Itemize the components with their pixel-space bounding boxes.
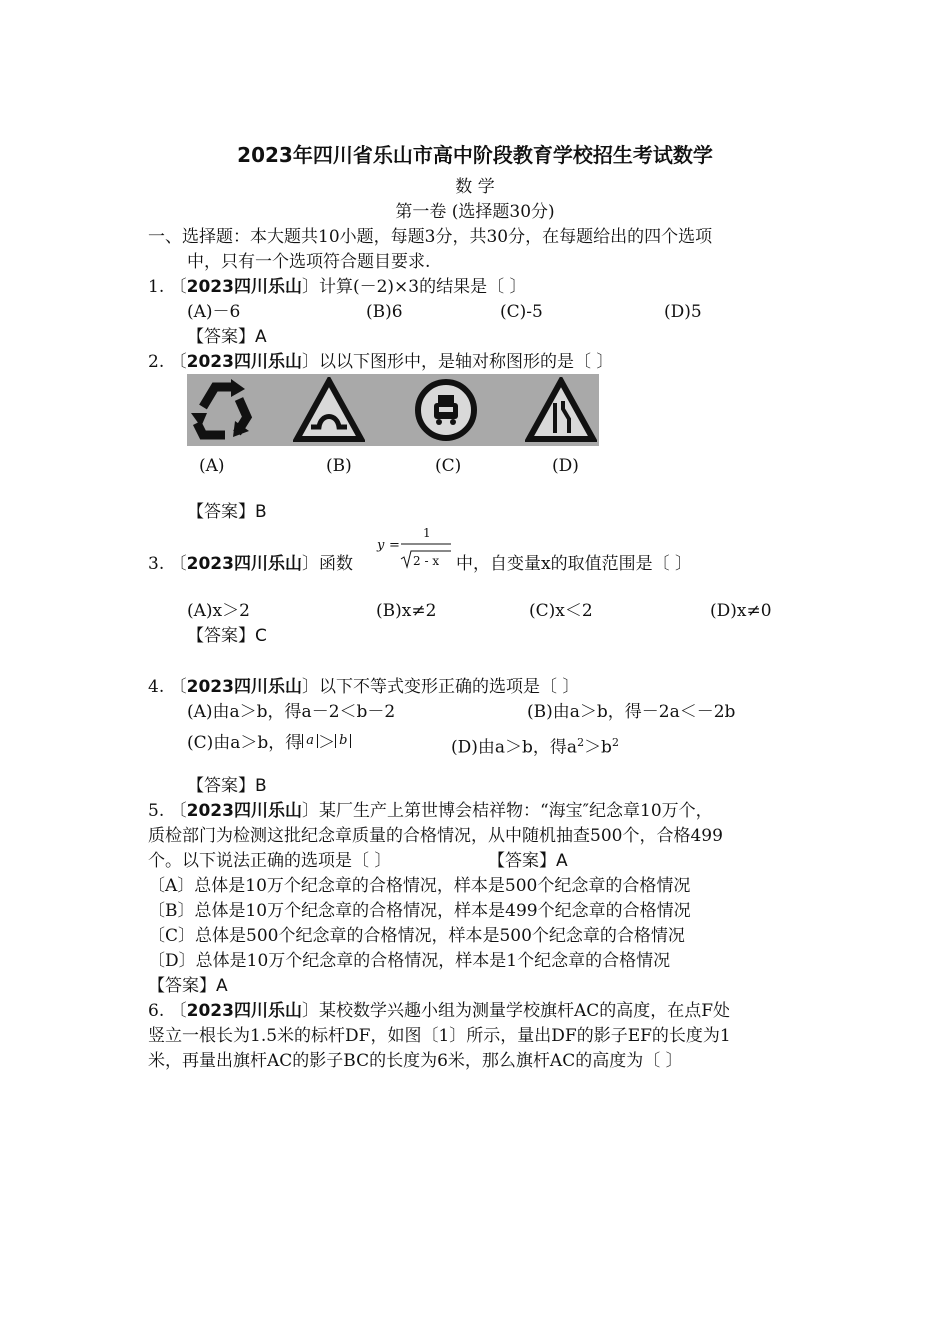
q3-option-d: (D)x≠0 <box>710 601 772 621</box>
source-bracket: 〔 <box>169 1001 187 1021</box>
q5-text-line2: 质检部门为检测这批纪念章质量的合格情况，从中随机抽查500个，合格499 <box>148 826 723 846</box>
source-tag: 2023四川乐山 <box>186 352 302 372</box>
abs-a: a <box>302 734 318 748</box>
q1-option-c: (C)-5 <box>500 302 543 322</box>
q5-text-line3: 个。以下说法正确的选项是〔 〕 <box>148 851 392 871</box>
abs-b: b <box>335 734 351 748</box>
q5-inline-answer: 【答案】A <box>488 851 568 871</box>
formula-denominator: 2 - x <box>413 554 440 568</box>
q3-option-b: (B)x≠2 <box>376 601 437 621</box>
formula-eq: = <box>389 538 400 553</box>
q1-option-d: (D)5 <box>664 302 702 322</box>
q5-option-a: 〔A〕总体是10万个纪念章的合格情况，样本是500个纪念章的合格情况 <box>148 876 691 896</box>
source-bracket: 〔 <box>169 277 187 297</box>
q4-option-d <box>451 732 619 759</box>
hump-bridge-sign-icon <box>293 377 365 443</box>
question-text: 〕某厂生产上第世博会桔祥物：“海宝″纪念章10万个， <box>301 801 713 821</box>
question-number: 6. <box>148 1001 165 1021</box>
section-instructions-cont: 中，只有一个选项符合题目要求. <box>187 252 431 272</box>
source-tag: 2023四川乐山 <box>186 1001 302 1021</box>
source-bracket: 〔 <box>169 801 187 821</box>
question-text: 〕函数 <box>301 554 353 574</box>
source-tag: 2023四川乐山 <box>186 677 302 697</box>
figure-label-d: (D) <box>552 456 579 476</box>
formula-lhs: y <box>377 538 385 553</box>
q2-answer: 【答案】B <box>187 502 267 522</box>
formula-numerator: 1 <box>423 526 431 540</box>
question-number: 4. <box>148 677 165 697</box>
q6-text-line2: 竖立一根长为1.5米的标杆DF，如图〔1〕所示，量出DF的影子EF的长度为1 <box>148 1026 731 1046</box>
question-2 <box>148 351 613 373</box>
question-3 <box>148 553 353 575</box>
option-text: (D)由a＞b，得a <box>451 737 578 758</box>
q4-option-b: (B)由a＞b，得－2a＜－2b <box>527 702 736 722</box>
volume-heading: 第一卷 (选择题30分) <box>395 202 555 222</box>
question-text: 〕某校数学兴趣小组为测量学校旗杆AC的高度，在点F处 <box>301 1001 731 1021</box>
q4-option-c <box>187 732 351 754</box>
page-title: 2023年四川省乐山市高中阶段教育学校招生考试数学 <box>237 143 713 167</box>
exponent: 2 <box>611 736 619 749</box>
q1-option-a: (A)－6 <box>187 302 241 322</box>
question-1 <box>148 276 527 298</box>
q5-option-b: 〔B〕总体是10万个纪念章的合格情况，样本是499个纪念章的合格情况 <box>148 901 691 921</box>
q5-option-d: 〔D〕总体是10万个纪念章的合格情况，样本是1个纪念章的合格情况 <box>148 951 671 971</box>
q3-option-a: (A)x＞2 <box>187 601 250 621</box>
q3-answer: 【答案】C <box>187 626 267 646</box>
source-bracket: 〔 <box>169 352 187 372</box>
question-number: 5. <box>148 801 165 821</box>
question-number: 1. <box>148 277 165 297</box>
q3-text-cont: 中，自变量x的取值范围是〔 〕 <box>456 554 692 574</box>
source-tag: 2023四川乐山 <box>186 554 302 574</box>
question-text: 〕以下不等式变形正确的选项是〔 〕 <box>301 677 580 697</box>
q6-text-line3: 米，再量出旗杆AC的影子BC的长度为6米，那么旗杆AC的高度为〔 〕 <box>148 1051 683 1071</box>
question-number: 3. <box>148 554 165 574</box>
no-vehicle-sign-icon <box>413 377 479 443</box>
source-tag: 2023四川乐山 <box>186 801 302 821</box>
option-text: (C)由a＞b，得 <box>187 733 303 753</box>
question-5 <box>148 800 713 822</box>
question-6 <box>148 1000 730 1022</box>
q5-option-c: 〔C〕总体是500个纪念章的合格情况，样本是500个纪念章的合格情况 <box>148 926 685 946</box>
traffic-signs-figure <box>187 374 599 446</box>
q3-option-c: (C)x＜2 <box>529 601 593 621</box>
section-instructions: 一、选择题：本大题共10小题，每题3分，共30分，在每题给出的四个选项 <box>148 227 713 247</box>
road-narrows-sign-icon <box>525 377 597 443</box>
source-bracket: 〔 <box>169 554 187 574</box>
q1-answer: 【答案】A <box>187 327 267 347</box>
figure-label-b: (B) <box>326 456 352 476</box>
figure-label-c: (C) <box>435 456 462 476</box>
q5-answer: 【答案】A <box>148 976 228 996</box>
subject-heading: 数 学 <box>455 177 495 197</box>
q1-option-b: (B)6 <box>366 302 403 322</box>
question-4 <box>148 676 579 698</box>
question-number: 2. <box>148 352 165 372</box>
option-text: ＞b <box>584 737 612 758</box>
source-tag: 2023四川乐山 <box>186 277 302 297</box>
function-formula <box>375 525 455 573</box>
question-text: 〕以以下图形中，是轴对称图形的是〔 〕 <box>301 352 614 372</box>
source-bracket: 〔 <box>169 677 187 697</box>
recycle-arrows-icon <box>189 377 255 443</box>
figure-label-a: (A) <box>199 456 225 476</box>
exponent: 2 <box>577 736 585 749</box>
q4-answer: 【答案】B <box>187 776 267 796</box>
q4-option-a: (A)由a＞b，得a－2＜b－2 <box>187 702 396 722</box>
question-text: 〕计算(－2)×3的结果是〔 〕 <box>301 277 527 297</box>
gt-sign: ＞ <box>318 733 336 753</box>
